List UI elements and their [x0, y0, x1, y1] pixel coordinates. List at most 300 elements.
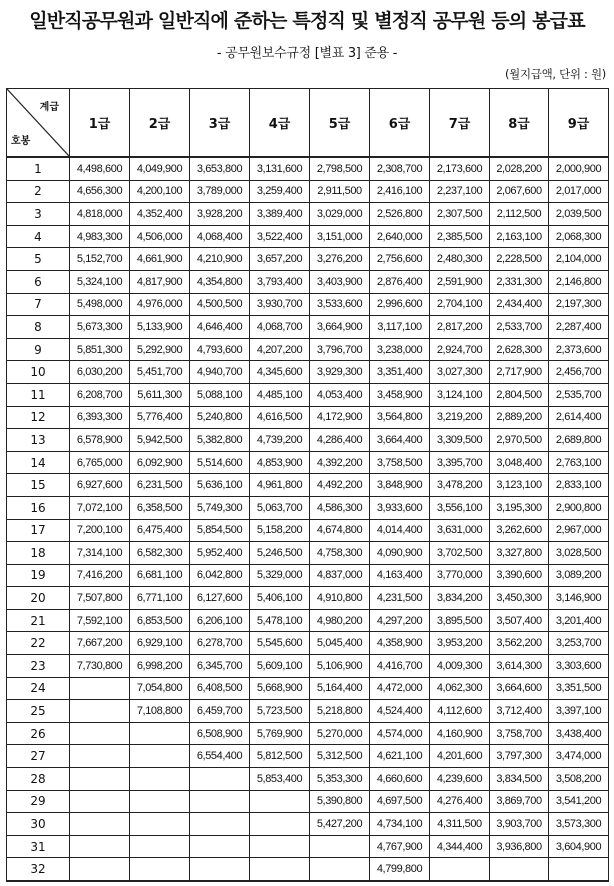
salary-cell: 7,314,100 [70, 542, 130, 565]
salary-cell: 3,541,200 [549, 790, 609, 813]
salary-cell: 2,307,500 [430, 203, 490, 226]
salary-cell: 3,089,200 [549, 564, 609, 587]
salary-cell: 4,910,800 [310, 587, 370, 610]
salary-cell: 4,574,000 [370, 722, 430, 745]
salary-cell [190, 858, 250, 881]
salary-cell: 5,545,600 [250, 632, 310, 655]
salary-cell: 2,798,500 [310, 157, 370, 180]
salary-cell: 3,146,900 [549, 587, 609, 610]
salary-cell: 2,017,000 [549, 180, 609, 203]
salary-cell: 6,278,700 [190, 632, 250, 655]
salary-cell: 6,765,000 [70, 451, 130, 474]
salary-cell: 2,039,500 [549, 203, 609, 226]
table-row [7, 406, 609, 429]
salary-cell: 5,406,100 [250, 587, 310, 610]
salary-cell: 3,758,500 [370, 451, 430, 474]
step-number-cell: 10 [7, 361, 70, 384]
salary-cell: 3,929,300 [310, 361, 370, 384]
salary-cell: 6,127,600 [190, 587, 250, 610]
step-number-cell: 2 [7, 180, 70, 203]
salary-cell: 2,591,900 [430, 270, 490, 293]
salary-cell: 4,392,200 [310, 451, 370, 474]
step-number-cell: 13 [7, 429, 70, 452]
step-number-cell: 25 [7, 700, 70, 723]
salary-cell: 3,770,000 [430, 564, 490, 587]
salary-cell: 4,485,100 [250, 383, 310, 406]
salary-cell: 4,062,300 [430, 677, 490, 700]
salary-cell: 3,303,600 [549, 655, 609, 678]
grade-header: 7급 [430, 89, 490, 158]
salary-cell: 3,201,400 [549, 609, 609, 632]
salary-cell: 4,674,800 [310, 519, 370, 542]
salary-cell: 4,112,600 [430, 700, 490, 723]
salary-cell [130, 768, 190, 791]
salary-cell: 5,812,500 [250, 745, 310, 768]
salary-cell [190, 790, 250, 813]
salary-cell: 4,799,800 [370, 858, 430, 881]
salary-cell: 6,030,200 [70, 361, 130, 384]
step-number-cell: 19 [7, 564, 70, 587]
salary-cell: 2,067,600 [490, 180, 549, 203]
grade-header: 1급 [70, 89, 130, 158]
salary-cell: 2,833,100 [549, 474, 609, 497]
salary-cell: 3,522,400 [250, 225, 310, 248]
step-number-cell: 32 [7, 858, 70, 881]
salary-cell: 4,344,400 [430, 835, 490, 858]
salary-cell [130, 745, 190, 768]
salary-cell: 3,533,600 [310, 293, 370, 316]
salary-cell: 6,393,300 [70, 406, 130, 429]
step-number-cell: 23 [7, 655, 70, 678]
salary-cell [490, 858, 549, 881]
salary-cell: 2,924,700 [430, 338, 490, 361]
salary-cell: 4,172,900 [310, 406, 370, 429]
salary-cell: 4,697,500 [370, 790, 430, 813]
salary-cell: 2,900,800 [549, 496, 609, 519]
salary-cell: 3,403,900 [310, 270, 370, 293]
grade-header: 5급 [310, 89, 370, 158]
salary-cell: 3,834,200 [430, 587, 490, 610]
pay-table [6, 88, 609, 882]
salary-cell: 5,673,300 [70, 316, 130, 339]
salary-cell: 5,609,100 [250, 655, 310, 678]
salary-cell: 3,930,700 [250, 293, 310, 316]
salary-cell [130, 722, 190, 745]
salary-cell: 5,312,500 [310, 745, 370, 768]
salary-cell: 2,434,400 [490, 293, 549, 316]
salary-cell: 6,554,400 [190, 745, 250, 768]
salary-cell [310, 858, 370, 881]
salary-cell: 3,276,200 [310, 248, 370, 271]
salary-cell: 2,163,100 [490, 225, 549, 248]
salary-cell: 3,389,400 [250, 203, 310, 226]
salary-cell: 3,507,400 [490, 609, 549, 632]
salary-cell: 6,771,100 [130, 587, 190, 610]
salary-cell: 5,749,300 [190, 496, 250, 519]
table-row [7, 858, 609, 881]
page-subtitle: - 공무원보수규정 [별표 3] 준용 - [216, 46, 398, 61]
salary-cell: 5,246,500 [250, 542, 310, 565]
grade-header: 3급 [190, 89, 250, 158]
salary-cell: 3,903,700 [490, 813, 549, 836]
salary-cell [430, 858, 490, 881]
salary-cell: 4,472,000 [370, 677, 430, 700]
salary-cell: 4,980,200 [310, 609, 370, 632]
salary-cell: 3,604,900 [549, 835, 609, 858]
salary-cell: 4,416,700 [370, 655, 430, 678]
table-row [7, 632, 609, 655]
step-number-cell: 1 [7, 157, 70, 180]
salary-cell: 6,231,500 [130, 474, 190, 497]
table-row [7, 519, 609, 542]
salary-cell: 3,657,200 [250, 248, 310, 271]
salary-cell: 4,500,500 [190, 293, 250, 316]
salary-cell: 3,664,900 [310, 316, 370, 339]
table-row [7, 270, 609, 293]
salary-cell: 4,068,700 [250, 316, 310, 339]
salary-cell: 3,450,300 [490, 587, 549, 610]
table-row [7, 677, 609, 700]
salary-cell: 4,014,400 [370, 519, 430, 542]
salary-cell: 2,480,300 [430, 248, 490, 271]
salary-cell: 2,911,500 [310, 180, 370, 203]
salary-cell: 6,206,100 [190, 609, 250, 632]
salary-cell: 5,218,800 [310, 700, 370, 723]
salary-cell: 5,451,700 [130, 361, 190, 384]
table-row [7, 451, 609, 474]
salary-cell: 5,769,900 [250, 722, 310, 745]
salary-cell: 2,996,600 [370, 293, 430, 316]
salary-cell: 3,562,200 [490, 632, 549, 655]
salary-cell: 2,640,000 [370, 225, 430, 248]
salary-cell: 5,854,500 [190, 519, 250, 542]
salary-cell [70, 745, 130, 768]
salary-cell: 5,088,100 [190, 383, 250, 406]
salary-cell: 3,869,700 [490, 790, 549, 813]
salary-cell: 3,797,300 [490, 745, 549, 768]
salary-cell: 2,876,400 [370, 270, 430, 293]
table-row [7, 813, 609, 836]
salary-cell: 3,664,600 [490, 677, 549, 700]
salary-cell: 4,311,500 [430, 813, 490, 836]
step-number-cell: 26 [7, 722, 70, 745]
grade-header: 8급 [490, 89, 549, 158]
salary-cell: 6,853,500 [130, 609, 190, 632]
salary-cell: 4,210,900 [190, 248, 250, 271]
salary-cell: 5,158,200 [250, 519, 310, 542]
salary-cell: 6,345,700 [190, 655, 250, 678]
salary-cell: 5,427,200 [310, 813, 370, 836]
salary-cell: 3,351,400 [370, 361, 430, 384]
salary-cell: 4,297,200 [370, 609, 430, 632]
salary-cell: 5,382,800 [190, 429, 250, 452]
salary-cell: 4,818,000 [70, 203, 130, 226]
salary-cell: 4,163,400 [370, 564, 430, 587]
salary-cell: 3,151,000 [310, 225, 370, 248]
salary-cell: 4,656,300 [70, 180, 130, 203]
table-row [7, 768, 609, 791]
salary-cell: 2,628,300 [490, 338, 549, 361]
salary-cell: 4,239,600 [430, 768, 490, 791]
salary-cell: 3,117,100 [370, 316, 430, 339]
salary-cell: 6,508,900 [190, 722, 250, 745]
salary-cell [130, 813, 190, 836]
salary-cell [250, 790, 310, 813]
table-row [7, 157, 609, 180]
salary-cell: 5,723,500 [250, 700, 310, 723]
salary-cell: 5,668,900 [250, 677, 310, 700]
table-row [7, 293, 609, 316]
salary-cell: 3,124,100 [430, 383, 490, 406]
salary-cell [70, 700, 130, 723]
salary-cell: 2,756,600 [370, 248, 430, 271]
salary-cell: 3,259,400 [250, 180, 310, 203]
salary-cell: 3,936,800 [490, 835, 549, 858]
table-row [7, 542, 609, 565]
table-row [7, 745, 609, 768]
salary-cell: 2,112,500 [490, 203, 549, 226]
salary-cell: 5,240,800 [190, 406, 250, 429]
table-row [7, 248, 609, 271]
salary-cell: 7,200,100 [70, 519, 130, 542]
grade-header: 4급 [250, 89, 310, 158]
salary-cell [130, 835, 190, 858]
salary-cell: 6,208,700 [70, 383, 130, 406]
table-row [7, 700, 609, 723]
salary-cell: 6,475,400 [130, 519, 190, 542]
salary-cell: 4,201,600 [430, 745, 490, 768]
salary-cell: 3,796,700 [310, 338, 370, 361]
salary-cell: 4,358,900 [370, 632, 430, 655]
salary-cell: 4,498,600 [70, 157, 130, 180]
salary-cell: 4,734,100 [370, 813, 430, 836]
salary-cell: 2,331,300 [490, 270, 549, 293]
salary-cell [70, 722, 130, 745]
salary-cell: 3,793,400 [250, 270, 310, 293]
salary-cell: 5,292,900 [130, 338, 190, 361]
table-row [7, 180, 609, 203]
salary-cell: 3,048,400 [490, 451, 549, 474]
salary-cell: 3,327,800 [490, 542, 549, 565]
salary-cell: 3,027,300 [430, 361, 490, 384]
step-number-cell: 12 [7, 406, 70, 429]
salary-cell [549, 858, 609, 881]
table-row [7, 361, 609, 384]
salary-cell: 3,895,500 [430, 609, 490, 632]
salary-cell [70, 858, 130, 881]
corner-step-label: 호봉 [11, 136, 31, 147]
salary-cell: 2,614,400 [549, 406, 609, 429]
salary-cell: 2,817,200 [430, 316, 490, 339]
salary-cell: 4,940,700 [190, 361, 250, 384]
page-title: 일반직공무원과 일반직에 준하는 특정직 및 별정직 공무원 등의 봉급표 [29, 10, 585, 32]
salary-cell: 3,928,200 [190, 203, 250, 226]
step-number-cell: 17 [7, 519, 70, 542]
salary-cell: 4,661,900 [130, 248, 190, 271]
salary-cell: 5,152,700 [70, 248, 130, 271]
salary-cell: 5,329,000 [250, 564, 310, 587]
table-row [7, 609, 609, 632]
grade-header: 9급 [549, 89, 609, 158]
salary-cell: 3,953,200 [430, 632, 490, 655]
grade-header: 6급 [370, 89, 430, 158]
salary-cell: 3,438,400 [549, 722, 609, 745]
salary-cell: 5,611,300 [130, 383, 190, 406]
salary-cell [310, 835, 370, 858]
corner-grade-label: 계급 [39, 102, 59, 113]
salary-cell: 2,287,400 [549, 316, 609, 339]
salary-cell: 4,961,800 [250, 474, 310, 497]
step-number-cell: 27 [7, 745, 70, 768]
salary-cell: 7,730,800 [70, 655, 130, 678]
salary-cell: 4,352,400 [130, 203, 190, 226]
salary-cell: 3,131,600 [250, 157, 310, 180]
salary-cell: 2,689,800 [549, 429, 609, 452]
salary-cell: 3,712,400 [490, 700, 549, 723]
salary-cell: 3,478,200 [430, 474, 490, 497]
salary-cell: 4,616,500 [250, 406, 310, 429]
salary-cell: 6,358,500 [130, 496, 190, 519]
salary-cell: 3,653,800 [190, 157, 250, 180]
salary-cell: 3,834,500 [490, 768, 549, 791]
salary-cell: 3,614,300 [490, 655, 549, 678]
salary-cell: 3,219,200 [430, 406, 490, 429]
salary-cell: 6,042,800 [190, 564, 250, 587]
salary-cell: 4,286,400 [310, 429, 370, 452]
salary-cell: 2,535,700 [549, 383, 609, 406]
salary-cell: 5,942,500 [130, 429, 190, 452]
salary-cell: 3,123,100 [490, 474, 549, 497]
salary-cell: 6,408,500 [190, 677, 250, 700]
salary-cell: 2,804,500 [490, 383, 549, 406]
salary-cell: 5,776,400 [130, 406, 190, 429]
step-number-cell: 11 [7, 383, 70, 406]
table-row [7, 383, 609, 406]
salary-cell: 2,526,800 [370, 203, 430, 226]
salary-cell: 6,582,300 [130, 542, 190, 565]
salary-cell [190, 813, 250, 836]
step-number-cell: 29 [7, 790, 70, 813]
salary-cell: 4,646,400 [190, 316, 250, 339]
salary-cell: 7,667,200 [70, 632, 130, 655]
salary-cell: 2,000,900 [549, 157, 609, 180]
table-row [7, 429, 609, 452]
step-number-cell: 9 [7, 338, 70, 361]
salary-cell: 2,763,100 [549, 451, 609, 474]
header-row [7, 89, 609, 158]
salary-cell: 2,237,100 [430, 180, 490, 203]
salary-cell: 4,586,300 [310, 496, 370, 519]
salary-cell: 3,556,100 [430, 496, 490, 519]
salary-cell: 5,324,100 [70, 270, 130, 293]
step-number-cell: 5 [7, 248, 70, 271]
step-number-cell: 20 [7, 587, 70, 610]
table-row [7, 496, 609, 519]
table-row [7, 203, 609, 226]
table-row [7, 338, 609, 361]
salary-cell: 2,104,000 [549, 248, 609, 271]
salary-cell: 4,049,900 [130, 157, 190, 180]
step-number-cell: 16 [7, 496, 70, 519]
salary-cell: 5,133,900 [130, 316, 190, 339]
salary-cell: 3,789,000 [190, 180, 250, 203]
salary-cell: 3,390,600 [490, 564, 549, 587]
grade-header: 2급 [130, 89, 190, 158]
salary-cell: 4,345,600 [250, 361, 310, 384]
unit-note: (월지급액, 단위 : 원) [504, 67, 606, 81]
salary-cell: 2,967,000 [549, 519, 609, 542]
salary-cell: 4,621,100 [370, 745, 430, 768]
step-number-cell: 22 [7, 632, 70, 655]
salary-cell: 4,009,300 [430, 655, 490, 678]
pay-table-body [7, 157, 609, 881]
salary-cell: 4,492,200 [310, 474, 370, 497]
salary-cell [70, 835, 130, 858]
salary-cell: 6,681,100 [130, 564, 190, 587]
step-number-cell: 21 [7, 609, 70, 632]
salary-cell [130, 790, 190, 813]
salary-cell [70, 790, 130, 813]
step-number-cell: 18 [7, 542, 70, 565]
salary-cell: 4,983,300 [70, 225, 130, 248]
salary-cell: 3,848,900 [370, 474, 430, 497]
salary-cell: 7,507,800 [70, 587, 130, 610]
salary-cell [190, 835, 250, 858]
salary-cell: 3,395,700 [430, 451, 490, 474]
salary-cell: 7,592,100 [70, 609, 130, 632]
table-row [7, 655, 609, 678]
step-number-cell: 6 [7, 270, 70, 293]
salary-cell: 6,998,200 [130, 655, 190, 678]
salary-cell: 4,739,200 [250, 429, 310, 452]
salary-cell: 3,195,300 [490, 496, 549, 519]
salary-cell [70, 813, 130, 836]
salary-cell [250, 835, 310, 858]
salary-cell: 4,817,900 [130, 270, 190, 293]
salary-cell: 4,506,000 [130, 225, 190, 248]
salary-cell: 3,758,700 [490, 722, 549, 745]
table-row [7, 722, 609, 745]
salary-cell: 2,146,800 [549, 270, 609, 293]
step-number-cell: 30 [7, 813, 70, 836]
salary-cell: 4,231,500 [370, 587, 430, 610]
salary-cell: 2,717,900 [490, 361, 549, 384]
table-row [7, 587, 609, 610]
salary-cell [250, 858, 310, 881]
step-number-cell: 8 [7, 316, 70, 339]
salary-cell: 5,952,400 [190, 542, 250, 565]
salary-cell: 4,068,400 [190, 225, 250, 248]
salary-cell [130, 858, 190, 881]
salary-cell: 3,664,400 [370, 429, 430, 452]
step-number-cell: 7 [7, 293, 70, 316]
step-number-cell: 3 [7, 203, 70, 226]
salary-cell: 4,758,300 [310, 542, 370, 565]
salary-cell: 2,385,500 [430, 225, 490, 248]
salary-cell: 3,262,600 [490, 519, 549, 542]
salary-cell: 5,164,400 [310, 677, 370, 700]
salary-cell: 5,063,700 [250, 496, 310, 519]
step-number-cell: 14 [7, 451, 70, 474]
salary-cell: 3,564,800 [370, 406, 430, 429]
salary-cell [70, 677, 130, 700]
salary-cell: 6,927,600 [70, 474, 130, 497]
salary-cell: 4,354,800 [190, 270, 250, 293]
salary-cell: 3,474,000 [549, 745, 609, 768]
salary-cell: 4,160,900 [430, 722, 490, 745]
salary-cell: 3,309,500 [430, 429, 490, 452]
salary-cell: 5,106,900 [310, 655, 370, 678]
